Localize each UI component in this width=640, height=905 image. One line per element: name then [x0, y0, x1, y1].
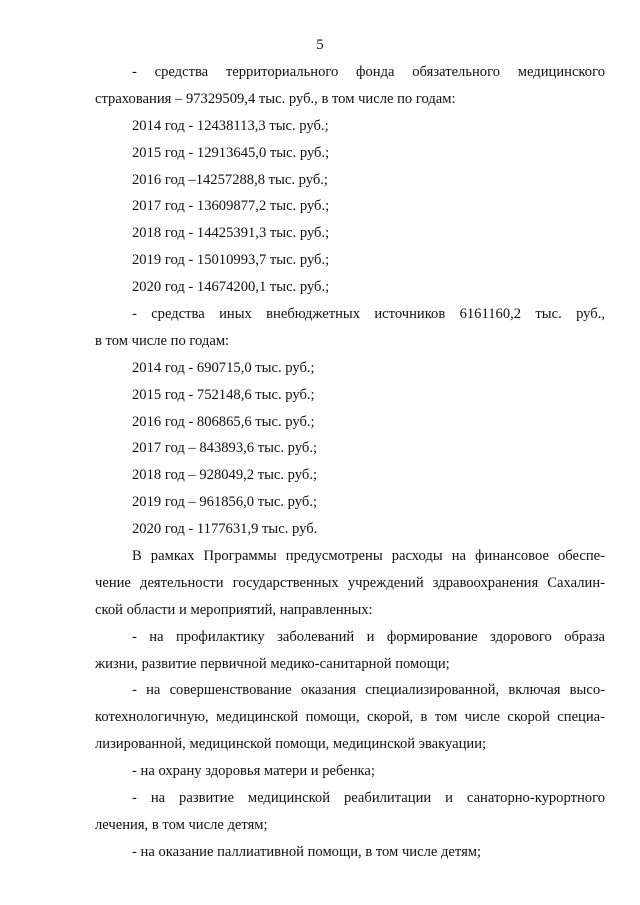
- page-number: 5: [316, 37, 324, 53]
- paragraph-line: ской области и мероприятий, направленных:: [95, 601, 373, 618]
- year-amount-line: 2018 год - 14425391,3 тыс. руб.;: [132, 225, 330, 242]
- year-amount-line: 2016 год –14257288,8 тыс. руб.;: [132, 171, 328, 188]
- year-amount-line: 2017 год – 843893,6 тыс. руб.;: [132, 440, 318, 457]
- year-amount-line: 2014 год - 12438113,3 тыс. руб.;: [132, 117, 329, 134]
- list-item-line: котехнологичную, медицинской помощи, скорой, в том числе скорой специа-: [95, 709, 605, 726]
- list-item-line: лизированной, медицинской помощи, медицинской эвакуации;: [95, 736, 487, 753]
- year-amount-line: 2018 год – 928049,2 тыс. руб.;: [132, 467, 318, 484]
- list-item-line: жизни, развитие первичной медико-санитарной помощи;: [95, 655, 450, 672]
- year-amount-line: 2020 год - 14674200,1 тыс. руб.;: [132, 279, 330, 296]
- list-item-line: - на развитие медицинской реабилитации и санаторно-курортного: [132, 790, 605, 807]
- document-body: [95, 59, 605, 866]
- year-amount-line: 2019 год - 15010993,7 тыс. руб.;: [132, 252, 330, 269]
- year-amount-line: 2020 год - 1177631,9 тыс. руб.: [132, 521, 318, 538]
- year-amount-line: 2017 год - 13609877,2 тыс. руб.;: [132, 198, 330, 215]
- year-amount-line: 2014 год - 690715,0 тыс. руб.;: [132, 359, 315, 376]
- year-amount-line: 2016 год - 806865,6 тыс. руб.;: [132, 413, 315, 430]
- list-item-line: - на профилактику заболеваний и формирование здорового образа: [132, 628, 605, 645]
- paragraph-line: В рамках Программы предусмотрены расходы на финансовое обеспе-: [132, 548, 605, 565]
- list-item-line: - на совершенствование оказания специализированной, включая высо-: [132, 682, 605, 699]
- text-line: в том числе по годам:: [95, 332, 230, 349]
- year-amount-line: 2019 год – 961856,0 тыс. руб.;: [132, 494, 318, 511]
- text-line: - средства территориального фонда обязательного медицинского: [132, 64, 605, 80]
- list-item-line: - на оказание паллиативной помощи, в том числе детям;: [132, 843, 482, 860]
- year-amount-line: 2015 год - 752148,6 тыс. руб.;: [132, 386, 315, 403]
- text-line: страхования – 97329509,4 тыс. руб., в том числе по годам:: [95, 90, 456, 107]
- year-amount-line: 2015 год - 12913645,0 тыс. руб.;: [132, 144, 330, 161]
- list-item-line: лечения, в том числе детям;: [95, 816, 268, 833]
- text-line: - средства иных внебюджетных источников 6161160,2 тыс. руб.,: [132, 306, 605, 323]
- paragraph-line: чение деятельности государственных учреждений здравоохранения Сахалин-: [95, 574, 605, 591]
- list-item-line: - на охрану здоровья матери и ребенка;: [132, 763, 375, 780]
